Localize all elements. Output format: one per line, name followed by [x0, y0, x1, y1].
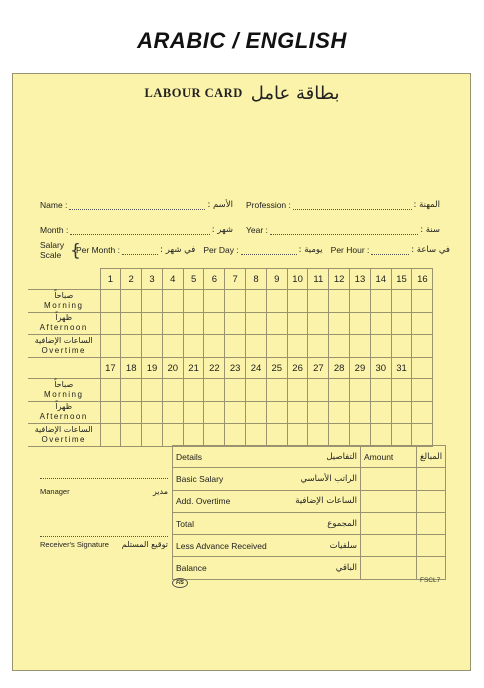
- attendance-cell[interactable]: [121, 335, 142, 358]
- per-day: Per Day : يومية :: [203, 245, 323, 255]
- attendance-cell[interactable]: [391, 401, 412, 424]
- attendance-cell[interactable]: [246, 290, 267, 313]
- attendance-cell[interactable]: [100, 379, 121, 402]
- attendance-cell[interactable]: [329, 312, 350, 335]
- day-number: 21: [183, 358, 204, 379]
- attendance-cell[interactable]: [183, 401, 204, 424]
- amount-row-4-amount[interactable]: [361, 557, 417, 579]
- grid-corner: [28, 358, 100, 379]
- name-label-arabic: الأسم :: [207, 200, 233, 210]
- day-number: 7: [225, 269, 246, 290]
- day-number: 17: [100, 358, 121, 379]
- day-number: 11: [308, 269, 329, 290]
- attendance-cell[interactable]: [204, 290, 225, 313]
- attendance-cell[interactable]: [246, 335, 267, 358]
- day-number: 29: [350, 358, 371, 379]
- salary-brace: {: [70, 241, 81, 261]
- day-number: 9: [266, 269, 287, 290]
- attendance-cell[interactable]: [350, 424, 371, 447]
- day-number: 3: [142, 269, 163, 290]
- day-number: 1: [100, 269, 121, 290]
- per-month-field[interactable]: [122, 246, 158, 255]
- day-number: 19: [142, 358, 163, 379]
- attendance-cell[interactable]: [287, 401, 308, 424]
- attendance-cell[interactable]: [121, 401, 142, 424]
- profession-label: Profession :: [246, 200, 291, 210]
- amount-row-3-amount[interactable]: [361, 535, 417, 557]
- amount-row-2-label: Total المجموع: [173, 512, 361, 534]
- day-number: 10: [287, 269, 308, 290]
- day-number: 20: [162, 358, 183, 379]
- page-heading: ARABIC / ENGLISH: [137, 28, 347, 53]
- per-month: Per Month : في شهر :: [76, 245, 196, 255]
- day-number: 8: [246, 269, 267, 290]
- attendance-grid-days-17-31: [28, 357, 433, 447]
- attendance-cell[interactable]: [329, 424, 350, 447]
- row-label-0: صباحاً Morning: [28, 379, 100, 402]
- grid-corner: [28, 269, 100, 290]
- attendance-cell[interactable]: [225, 335, 246, 358]
- amount-row-2-amount[interactable]: [361, 512, 417, 534]
- day-number: 23: [225, 358, 246, 379]
- attendance-cell[interactable]: [412, 312, 433, 335]
- amount-row-4-label: Balance الباقي: [173, 557, 361, 579]
- manager-label-arabic: مدير: [152, 487, 168, 496]
- attendance-cell[interactable]: [246, 379, 267, 402]
- amount-row-1-amount[interactable]: [361, 490, 417, 512]
- profession-field[interactable]: [293, 201, 412, 210]
- month-line: [40, 221, 233, 235]
- name-line: [40, 196, 233, 210]
- attendance-cell[interactable]: [287, 312, 308, 335]
- row-label-1: ظهراً Afternoon: [28, 312, 100, 335]
- attendance-cell[interactable]: [142, 401, 163, 424]
- attendance-cell[interactable]: [162, 312, 183, 335]
- day-number: 22: [204, 358, 225, 379]
- attendance-cell[interactable]: [121, 312, 142, 335]
- attendance-cell[interactable]: [308, 424, 329, 447]
- attendance-cell[interactable]: [391, 290, 412, 313]
- per-hour: Per Hour : في ساعة :: [330, 245, 450, 255]
- manager-label: Manager: [40, 487, 70, 496]
- attendance-cell[interactable]: [412, 379, 433, 402]
- attendance-cell[interactable]: [266, 290, 287, 313]
- publisher-logo: FIS: [172, 578, 188, 588]
- attendance-cell[interactable]: [204, 335, 225, 358]
- row-label-2: الساعات الإضافية Overtime: [28, 424, 100, 447]
- attendance-cell[interactable]: [308, 401, 329, 424]
- attendance-cell[interactable]: [370, 312, 391, 335]
- manager-signature-line[interactable]: [40, 478, 168, 479]
- attendance-cell[interactable]: [287, 335, 308, 358]
- attendance-cell[interactable]: [350, 312, 371, 335]
- row-label-0: صباحاً Morning: [28, 290, 100, 313]
- year-line: [246, 221, 440, 235]
- attendance-cell[interactable]: [391, 335, 412, 358]
- amount-row-3-label: Less Advance Received سلفيات: [173, 535, 361, 557]
- attendance-cell[interactable]: [266, 379, 287, 402]
- attendance-cell[interactable]: [225, 379, 246, 402]
- attendance-cell[interactable]: [329, 379, 350, 402]
- day-number: 31: [391, 358, 412, 379]
- profession-line: [246, 196, 440, 210]
- attendance-cell[interactable]: [412, 424, 433, 447]
- attendance-cell[interactable]: [370, 335, 391, 358]
- attendance-cell[interactable]: [246, 312, 267, 335]
- attendance-cell[interactable]: [266, 312, 287, 335]
- attendance-cell[interactable]: [100, 290, 121, 313]
- attendance-cell[interactable]: [350, 290, 371, 313]
- attendance-cell[interactable]: [142, 335, 163, 358]
- attendance-cell[interactable]: [142, 290, 163, 313]
- attendance-cell[interactable]: [287, 379, 308, 402]
- amount-row-0-amount-fils[interactable]: [417, 468, 446, 490]
- attendance-cell[interactable]: [142, 424, 163, 447]
- attendance-cell[interactable]: [225, 290, 246, 313]
- day-number: 13: [350, 269, 371, 290]
- day-number: 15: [391, 269, 412, 290]
- attendance-cell[interactable]: [246, 424, 267, 447]
- day-number: 14: [370, 269, 391, 290]
- attendance-cell[interactable]: [204, 424, 225, 447]
- per-day-field[interactable]: [241, 246, 297, 255]
- attendance-cell[interactable]: [308, 290, 329, 313]
- manager-block: [40, 478, 168, 496]
- row-label-2: الساعات الإضافية Overtime: [28, 335, 100, 358]
- day-number: 28: [329, 358, 350, 379]
- attendance-cell[interactable]: [246, 401, 267, 424]
- attendance-cell[interactable]: [183, 379, 204, 402]
- day-number: 6: [204, 269, 225, 290]
- attendance-cell[interactable]: [100, 424, 121, 447]
- day-number: 4: [162, 269, 183, 290]
- attendance-cell[interactable]: [121, 424, 142, 447]
- attendance-cell[interactable]: [225, 401, 246, 424]
- salary-fields: [76, 245, 450, 255]
- attendance-cell[interactable]: [204, 379, 225, 402]
- attendance-cell[interactable]: [391, 424, 412, 447]
- amount-row-0-amount[interactable]: [361, 468, 417, 490]
- attendance-cell[interactable]: [329, 290, 350, 313]
- attendance-cell[interactable]: [412, 290, 433, 313]
- attendance-cell[interactable]: [162, 424, 183, 447]
- attendance-cell[interactable]: [370, 290, 391, 313]
- day-number: [412, 358, 433, 379]
- month-field[interactable]: [70, 226, 209, 235]
- day-number: 30: [370, 358, 391, 379]
- attendance-cell[interactable]: [121, 290, 142, 313]
- attendance-cell[interactable]: [162, 401, 183, 424]
- profession-label-arabic: المهنة :: [413, 200, 440, 210]
- attendance-cell[interactable]: [162, 379, 183, 402]
- attendance-cell[interactable]: [329, 335, 350, 358]
- card-title-arabic: بطاقة عامل: [250, 82, 340, 104]
- name-field[interactable]: [69, 201, 205, 210]
- day-number: 26: [287, 358, 308, 379]
- amount-row-4-amount-fils[interactable]: [417, 557, 446, 579]
- row-label-1: ظهراً Afternoon: [28, 401, 100, 424]
- details-header-amount-fils: المبالغ: [417, 446, 446, 468]
- year-field[interactable]: [270, 226, 418, 235]
- attendance-cell[interactable]: [204, 312, 225, 335]
- salary-details-table: [172, 445, 446, 580]
- receiver-label: Receiver's Signature: [40, 540, 109, 549]
- month-label-arabic: شهر :: [211, 225, 233, 235]
- salary-scale-label: Salary Scale: [40, 240, 65, 260]
- details-header-label: Details التفاصيل: [173, 446, 361, 468]
- attendance-cell[interactable]: [225, 424, 246, 447]
- attendance-cell[interactable]: [100, 401, 121, 424]
- attendance-cell[interactable]: [183, 312, 204, 335]
- attendance-cell[interactable]: [350, 379, 371, 402]
- month-label: Month :: [40, 225, 69, 235]
- attendance-cell[interactable]: [370, 401, 391, 424]
- attendance-cell[interactable]: [266, 335, 287, 358]
- name-label: Name :: [40, 200, 68, 210]
- day-number: 27: [308, 358, 329, 379]
- attendance-cell[interactable]: [100, 335, 121, 358]
- details-header-amount: Amount: [361, 446, 417, 468]
- receiver-label-arabic: توقيع المستلم: [121, 540, 168, 549]
- attendance-cell[interactable]: [142, 312, 163, 335]
- receiver-block: [40, 536, 168, 549]
- attendance-cell[interactable]: [142, 379, 163, 402]
- attendance-cell[interactable]: [266, 401, 287, 424]
- attendance-cell[interactable]: [183, 335, 204, 358]
- amount-row-2-amount-fils[interactable]: [417, 512, 446, 534]
- year-label: Year :: [246, 225, 268, 235]
- attendance-cell[interactable]: [412, 335, 433, 358]
- per-hour-field[interactable]: [371, 246, 409, 255]
- attendance-cell[interactable]: [287, 290, 308, 313]
- amount-row-3-amount-fils[interactable]: [417, 535, 446, 557]
- year-label-arabic: سنة :: [420, 225, 440, 235]
- attendance-cell[interactable]: [183, 424, 204, 447]
- day-number: 24: [246, 358, 267, 379]
- attendance-cell[interactable]: [162, 335, 183, 358]
- day-number: 12: [329, 269, 350, 290]
- attendance-cell[interactable]: [100, 312, 121, 335]
- card-title: [0, 80, 484, 106]
- attendance-cell[interactable]: [391, 312, 412, 335]
- attendance-cell[interactable]: [391, 379, 412, 402]
- attendance-cell[interactable]: [287, 424, 308, 447]
- day-number: 18: [121, 358, 142, 379]
- attendance-cell[interactable]: [308, 312, 329, 335]
- attendance-cell[interactable]: [350, 401, 371, 424]
- card-title-english: LABOUR CARD: [144, 85, 243, 100]
- attendance-grid-days-1-16: [28, 268, 433, 358]
- attendance-cell[interactable]: [308, 379, 329, 402]
- attendance-cell[interactable]: [350, 335, 371, 358]
- salary-scale: [40, 240, 450, 262]
- attendance-cell[interactable]: [225, 312, 246, 335]
- attendance-cell[interactable]: [412, 401, 433, 424]
- attendance-cell[interactable]: [266, 424, 287, 447]
- attendance-cell[interactable]: [183, 290, 204, 313]
- attendance-cell[interactable]: [308, 335, 329, 358]
- attendance-cell[interactable]: [204, 401, 225, 424]
- day-number: 5: [183, 269, 204, 290]
- form-code: FSCL7: [420, 577, 441, 584]
- attendance-cell[interactable]: [121, 379, 142, 402]
- amount-row-1-amount-fils[interactable]: [417, 490, 446, 512]
- day-number: 16: [412, 269, 433, 290]
- amount-row-1-label: Add. Overtime الساعات الإضافية: [173, 490, 361, 512]
- receiver-signature-line[interactable]: [40, 536, 168, 537]
- attendance-cell[interactable]: [329, 401, 350, 424]
- attendance-cell[interactable]: [370, 379, 391, 402]
- day-number: 25: [266, 358, 287, 379]
- amount-row-0-label: Basic Salary الراتب الأساسي: [173, 468, 361, 490]
- attendance-cell[interactable]: [370, 424, 391, 447]
- attendance-cell[interactable]: [162, 290, 183, 313]
- day-number: 2: [121, 269, 142, 290]
